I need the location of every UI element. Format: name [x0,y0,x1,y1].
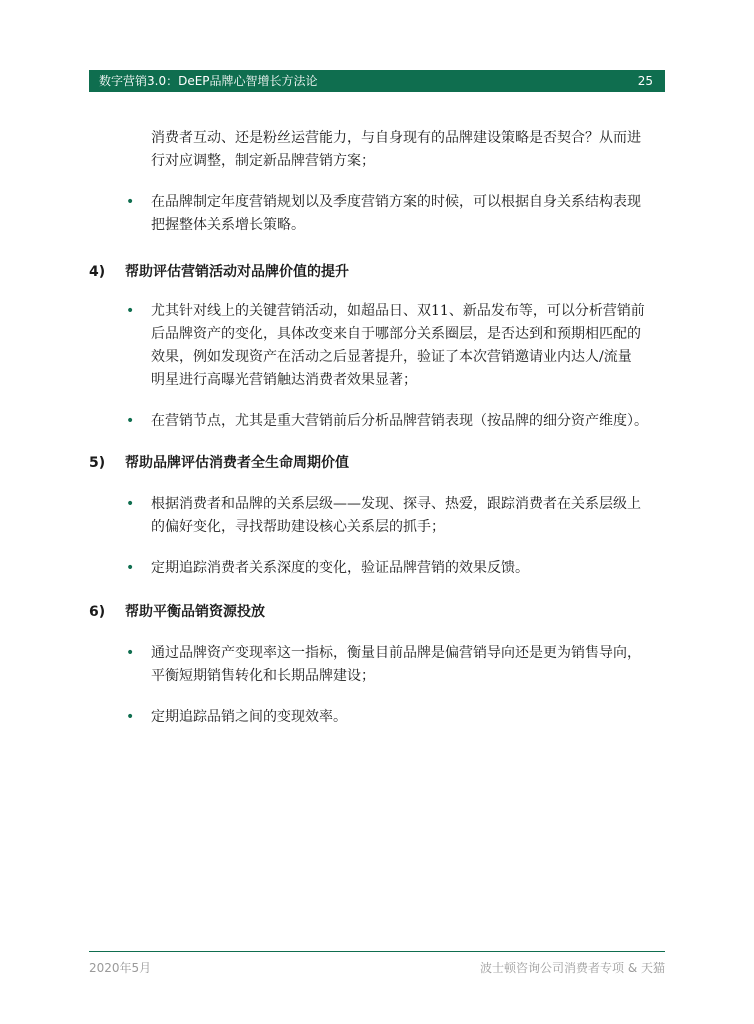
text-line: 的偏好变化，寻找帮助建设核心关系层的抓手； [151,519,445,535]
footer-source: 波士顿咨询公司消费者专项 & 天猫 [480,961,665,975]
section-title: 帮助平衡品销资源投放 [125,604,265,620]
section-number: 4) [89,264,106,280]
text-line: 尤其针对线上的关键营销活动，如超品日、双11、新品发布等，可以分析营销前 [151,303,645,319]
section-title: 帮助评估营销活动对品牌价值的提升 [125,264,349,280]
text-line: 在品牌制定年度营销规划以及季度营销方案的时候，可以根据自身关系结构表现 [151,194,641,210]
section-number: 5) [89,455,106,471]
bullet-icon: • [126,560,135,576]
bullet-item [89,493,665,539]
footer-date: 2020年5月 [89,961,152,975]
text-line: 在营销节点，尤其是重大营销前后分析品牌营销表现（按品牌的细分资产维度）。 [151,413,648,429]
bullet-item [89,300,665,392]
text-line: 把握整体关系增长策略。 [151,217,305,233]
bullet-item [89,191,665,237]
header-title: 数字营销3.0：DeEP品牌心智增长方法论 [99,74,318,88]
bullet-icon: • [126,645,135,661]
bullet-item [89,642,665,688]
bullet-icon: • [126,496,135,512]
section-heading [89,602,665,622]
text-line: 定期追踪消费者关系深度的变化，验证品牌营销的效果反馈。 [151,560,529,576]
section-heading [89,453,665,473]
footer-divider [89,951,665,952]
continuation-paragraph [89,127,665,173]
page-number: 25 [637,74,653,88]
text-line: 后品牌资产的变化，具体改变来自于哪部分关系圈层，是否达到和预期相匹配的 [151,326,641,342]
section-heading [89,262,665,282]
bullet-item [89,557,665,580]
bullet-icon: • [126,709,135,725]
bullet-item [89,706,665,729]
bullet-icon: • [126,303,135,319]
text-line: 通过品牌资产变现率这一指标，衡量目前品牌是偏营销导向还是更为销售导向， [151,645,641,661]
text-line: 行对应调整，制定新品牌营销方案； [151,153,375,169]
text-line: 平衡短期销售转化和长期品牌建设； [151,668,375,684]
section-number: 6) [89,604,106,620]
text-line: 消费者互动、还是粉丝运营能力，与自身现有的品牌建设策略是否契合？从而进 [151,130,641,146]
text-line: 效果，例如发现资产在活动之后显著提升，验证了本次营销邀请业内达人/流量 [151,349,632,365]
header-bar [89,70,665,92]
text-line: 定期追踪品销之间的变现效率。 [151,709,347,725]
bullet-item [89,410,665,433]
bullet-icon: • [126,194,135,210]
bullet-icon: • [126,413,135,429]
main-content [89,127,665,729]
text-line: 根据消费者和品牌的关系层级——发现、探寻、热爱，跟踪消费者在关系层级上 [151,496,641,512]
section-title: 帮助品牌评估消费者全生命周期价值 [125,455,349,471]
text-line: 明星进行高曝光营销触达消费者效果显著； [151,372,417,388]
